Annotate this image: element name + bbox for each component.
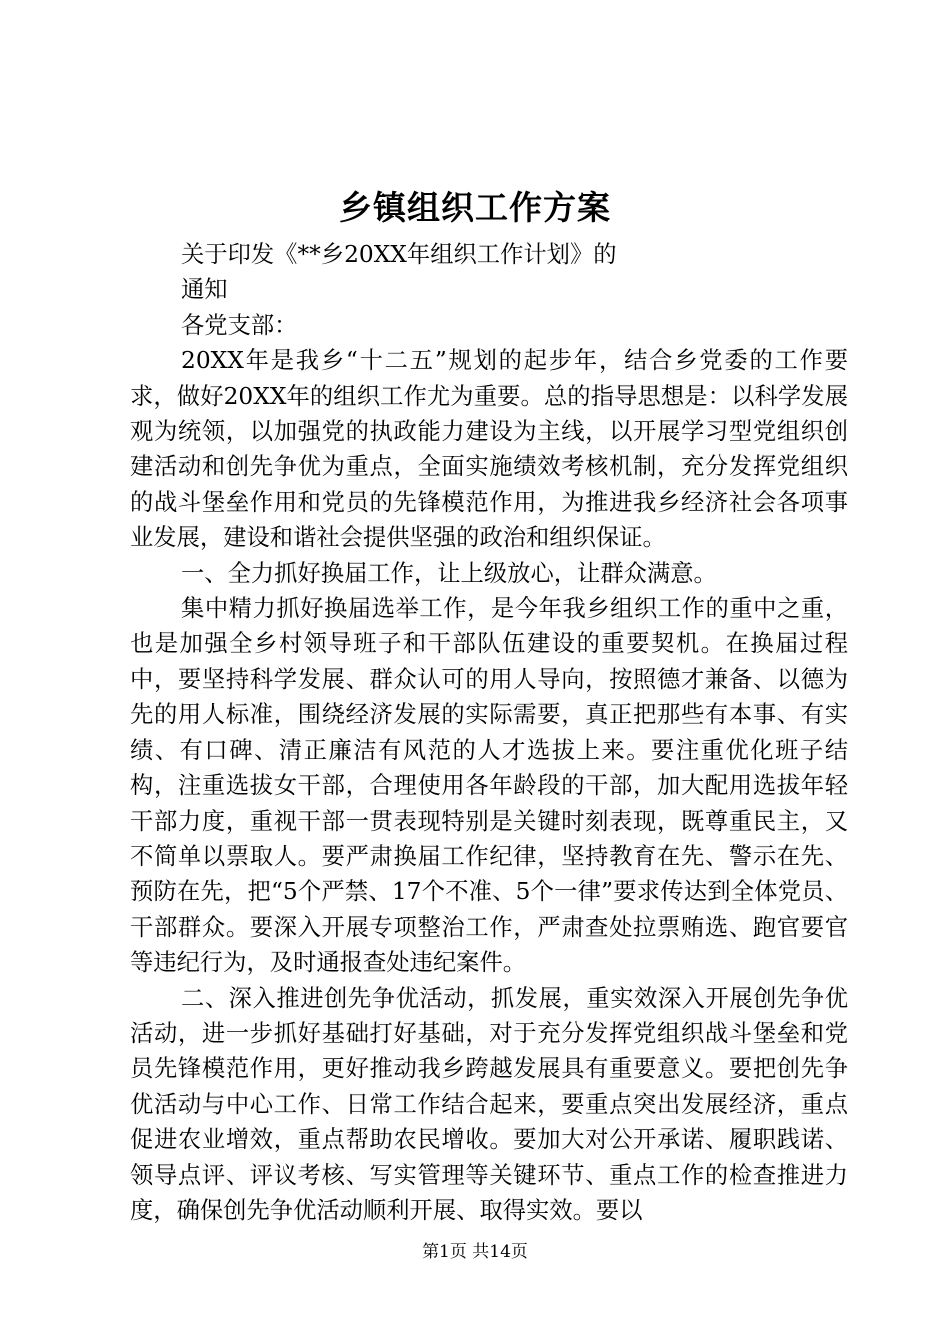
heading-line-2: 通知: [181, 276, 228, 304]
paragraph-section-1: 集中精力抓好换届选举工作，是今年我乡组织工作的重中之重，也是加强全乡村领导班子和干部队伍建设的重要契机。在换届过程中，要坚持科学发展、群众认可的用人导向，按照德才兼备、以德为先的用人标准，围绕经济发展的实际需要，真正把那些有本事、有实绩、有口碑、清正廉洁有风范的人才选拔上来。要注重优化班子结构，注重选拔女干部，合理使用各年龄段的干部，加大配用选拔年轻干部力度，重视干部一贯表现特别是关键时刻表现，既尊重民主，又不简单以票取人。要严肃换届工作纪律，坚持教育在先、警示在先、预防在先，把“5个严禁、17个不准、5个一律”要求传达到全体党员、干部群众。要深入开展专项整治工作，严肃查处拉票贿选、跑官要官等违纪行为，及时通报查处违纪案件。: [130, 595, 848, 977]
document-title: 乡镇组织工作方案: [339, 188, 611, 227]
page-number: 第1页 共14页: [422, 1242, 528, 1262]
document-body: [130, 237, 848, 1228]
salutation: 各党支部：: [181, 311, 298, 339]
heading-line-1: 关于印发《**乡20XX年组织工作计划》的: [181, 241, 617, 268]
paragraph-section-2: 二、深入推进创先争优活动，抓发展，重实效深入开展创先争优活动，进一步抓好基础打好基础，对于充分发挥党组织战斗堡垒和党员先锋模范作用，更好推动我乡跨越发展具有重要意义。要把创先争优活动与中心工作、日常工作结合起来，要重点突出发展经济，重点促进农业增效，重点帮助农民增收。要加大对公开承诺、履职践诺、领导点评、评议考核、写实管理等关键环节、重点工作的检查推进力度，确保创先争优活动顺利开展、取得实效。要以: [130, 984, 848, 1224]
paragraph-intro: 20XX年是我乡“十二五”规划的起步年，结合乡党委的工作要求，做好20XX年的组织工作尤为重要。总的指导思想是：以科学发展观为统领，以加强党的执政能力建设为主线，以开展学习型党组织创建活动和创先争优为重点，全面实施绩效考核机制，充分发挥党组织的战斗堡垒作用和党员的先锋模范作用，为推进我乡经济社会各项事业发展，建设和谐社会提供坚强的政治和组织保证。: [130, 347, 848, 552]
section-heading-1: 一、全力抓好换届工作，让上级放心，让群众满意。: [181, 559, 717, 587]
